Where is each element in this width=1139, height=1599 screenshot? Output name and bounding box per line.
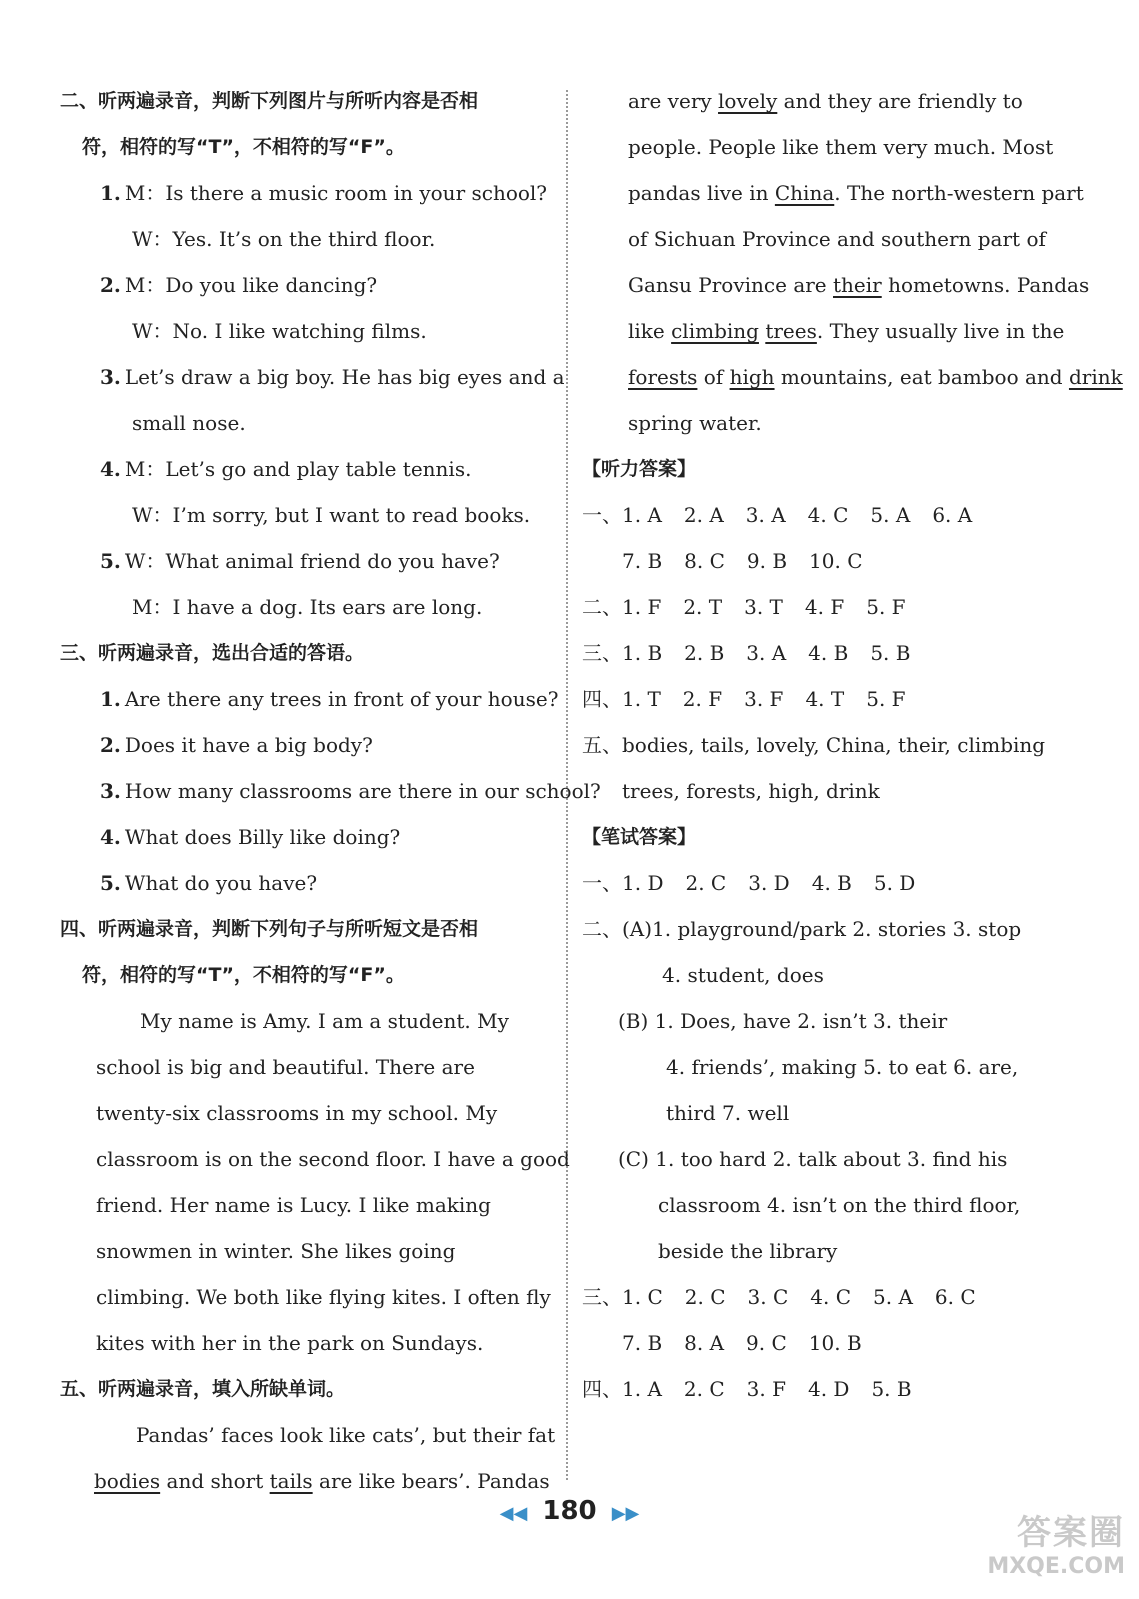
answer-item: 1. B bbox=[622, 641, 663, 665]
r-passage-line-5: Gansu Province are their hometowns. Pandas bbox=[628, 273, 1090, 297]
page-footer bbox=[0, 1496, 1139, 1526]
answer-item: 5. F bbox=[866, 595, 906, 619]
answer-item: 7. B bbox=[622, 549, 663, 573]
section-4-title-line1: 四、听两遍录音，判断下列句子与所听短文是否相 bbox=[60, 918, 479, 940]
s2-item-1: 1. M：Is there a music room in your school? bbox=[100, 181, 548, 205]
answer-item: 9. B bbox=[746, 549, 788, 573]
s5-passage-line-1: Pandas’ faces look like cats’, but their fat bbox=[136, 1423, 556, 1447]
write-answers-2a: 二、(A)1. playground/park 2. stories 3. stop bbox=[582, 917, 1022, 941]
s4-passage-line-5: friend. Her name is Lucy. I like making bbox=[96, 1193, 491, 1217]
s2-item-2-reply: W：No. I like watching films. bbox=[132, 319, 427, 343]
write-answers-2e: third 7. well bbox=[666, 1101, 790, 1125]
write-answers-2g: classroom 4. isn’t on the third floor, bbox=[658, 1193, 1021, 1217]
section-5-title: 五、听两遍录音，填入所缺单词。 bbox=[60, 1378, 346, 1400]
write-answers-1: 一、1. D 2. C 3. D 4. B 5. D bbox=[582, 871, 916, 895]
write-answers-3: 三、1. C 2. C 3. C 4. C 5. A 6. C bbox=[582, 1285, 976, 1309]
r-passage-line-7: forests of high mountains, eat bamboo and drink bbox=[628, 365, 1123, 389]
left-column bbox=[60, 78, 601, 1504]
write-answers-2b: 4. student, does bbox=[662, 963, 824, 987]
s4-passage-line-6: snowmen in winter. She likes going bbox=[96, 1239, 456, 1263]
write-answers-2c: (B) 1. Does, have 2. isn’t 3. their bbox=[618, 1009, 948, 1033]
s2-item-2: 2. M：Do you like dancing? bbox=[100, 273, 378, 297]
listen-answers-3: 三、1. B 2. B 3. A 4. B 5. B bbox=[582, 641, 911, 665]
s4-passage-line-7: climbing. We both like flying kites. I often fly bbox=[96, 1285, 551, 1309]
answer-item: 3. F bbox=[746, 1377, 786, 1401]
answer-item: 4. B bbox=[811, 871, 852, 895]
section-3-title: 三、听两遍录音，选出合适的答语。 bbox=[60, 642, 365, 664]
watermark-top: 答案圈 bbox=[1017, 1513, 1125, 1553]
page-number: 180 bbox=[542, 1496, 597, 1526]
s3-item-3: 3. How many classrooms are there in our school? bbox=[100, 779, 601, 803]
answer-item: 3. C bbox=[747, 1285, 789, 1309]
answer-item: 3. A bbox=[745, 503, 786, 527]
s2-item-3: 3. Let’s draw a big boy. He has big eyes and a bbox=[100, 365, 565, 389]
answer-item: 10. B bbox=[808, 1331, 862, 1355]
listen-answers-1: 一、1. A 2. A 3. A 4. C 5. A 6. A bbox=[582, 503, 973, 527]
answer-item: 3. A bbox=[746, 641, 787, 665]
answer-item: 3. D bbox=[748, 871, 790, 895]
answer-item: 5. B bbox=[870, 641, 911, 665]
answer-item: 2. B bbox=[684, 641, 725, 665]
s3-item-5: 5. What do you have? bbox=[100, 871, 318, 895]
s4-passage-line-2: school is big and beautiful. There are bbox=[96, 1055, 475, 1079]
answer-item: 2. F bbox=[682, 687, 723, 711]
answer-item: 8. A bbox=[684, 1331, 725, 1355]
answer-item: 2. C bbox=[685, 871, 727, 895]
answer-item: 2. T bbox=[683, 595, 723, 619]
section-4-title-line2: 符，相符的写“T”，不相符的写“F”。 bbox=[82, 964, 405, 986]
answer-item: 1. T bbox=[622, 687, 661, 711]
s2-item-1-reply: W：Yes. It’s on the third floor. bbox=[132, 227, 436, 251]
answer-item: 1. C bbox=[622, 1285, 663, 1309]
right-column bbox=[582, 78, 1123, 1412]
write-answers-2h: beside the library bbox=[658, 1239, 838, 1263]
answer-item: 6. C bbox=[934, 1285, 976, 1309]
answer-item: 10. C bbox=[809, 549, 863, 573]
s3-item-2: 2. Does it have a big body? bbox=[100, 733, 373, 757]
s2-item-4: 4. M：Let’s go and play table tennis. bbox=[100, 457, 472, 481]
answer-item: 1. A bbox=[622, 1377, 662, 1401]
s4-passage-line-3: twenty-six classrooms in my school. My bbox=[96, 1101, 498, 1125]
answer-item: 7. B bbox=[622, 1331, 663, 1355]
s3-item-4: 4. What does Billy like doing? bbox=[100, 825, 401, 849]
answer-item: 4. C bbox=[810, 1285, 851, 1309]
s5-passage-line-2: bodies and short tails are like bears’. Pandas bbox=[94, 1469, 550, 1493]
r-passage-line-8: spring water. bbox=[628, 411, 762, 435]
answer-item: 3. F bbox=[744, 687, 784, 711]
answer-item: 4. F bbox=[804, 595, 845, 619]
answer-item: 2. C bbox=[683, 1377, 725, 1401]
section-2-title-line1: 二、听两遍录音，判断下列图片与所听内容是否相 bbox=[60, 90, 479, 112]
s4-passage-line-4: classroom is on the second floor. I have a good bbox=[96, 1147, 570, 1171]
listen-answers-1b bbox=[582, 538, 1072, 584]
watermark-bottom: MXQE.COM bbox=[987, 1554, 1125, 1579]
listen-answers-5: 五、bodies, tails, lovely, China, their, climbing bbox=[582, 733, 1046, 757]
answer-item: 1. A bbox=[622, 503, 662, 527]
answer-item: 4. T bbox=[805, 687, 845, 711]
section-2-title-line2: 符，相符的写“T”，不相符的写“F”。 bbox=[82, 136, 405, 158]
s2-item-4-reply: W：I’m sorry, but I want to read books. bbox=[132, 503, 531, 527]
write-answers-2d: 4. friends’, making 5. to eat 6. are, bbox=[666, 1055, 1019, 1079]
answer-item: 4. C bbox=[807, 503, 849, 527]
watermark-logo bbox=[987, 1505, 1125, 1579]
answer-item: 5. A bbox=[870, 503, 911, 527]
s2-item-5-reply: M：I have a dog. Its ears are long. bbox=[132, 595, 483, 619]
answer-item: 2. A bbox=[683, 503, 724, 527]
answer-item: 1. F bbox=[622, 595, 662, 619]
answer-item: 4. D bbox=[807, 1377, 850, 1401]
listening-answers-heading: 【听力答案】 bbox=[582, 458, 697, 480]
r-passage-line-2: people. People like them very much. Most bbox=[628, 135, 1054, 159]
answer-item: 2. C bbox=[684, 1285, 726, 1309]
s4-passage-line-1: My name is Amy. I am a student. My bbox=[140, 1009, 509, 1033]
answer-item: 1. D bbox=[622, 871, 664, 895]
r-passage-line-6: like climbing trees. They usually live in the bbox=[628, 319, 1065, 343]
listen-answers-2: 二、1. F 2. T 3. T 4. F 5. F bbox=[582, 595, 906, 619]
answer-item: 5. B bbox=[871, 1377, 912, 1401]
answer-item: 3. T bbox=[744, 595, 783, 619]
answer-item: 5. F bbox=[866, 687, 906, 711]
listen-answers-4: 四、1. T 2. F 3. F 4. T 5. F bbox=[582, 687, 906, 711]
answer-item: 6. A bbox=[932, 503, 973, 527]
s4-passage-line-8: kites with her in the park on Sundays. bbox=[96, 1331, 484, 1355]
write-answers-3b bbox=[582, 1320, 1072, 1366]
answer-item: 5. A bbox=[873, 1285, 913, 1309]
r-passage-line-1: are very lovely and they are friendly to bbox=[628, 89, 1023, 113]
answer-item: 9. C bbox=[746, 1331, 787, 1355]
listen-answers-5b: trees, forests, high, drink bbox=[622, 779, 880, 803]
answer-item: 8. C bbox=[684, 549, 725, 573]
s2-item-5: 5. W：What animal friend do you have? bbox=[100, 549, 500, 573]
next-page-arrows-icon[interactable]: ▶▶ bbox=[611, 1503, 640, 1524]
write-answers-2f: (C) 1. too hard 2. talk about 3. find his bbox=[618, 1147, 1008, 1171]
written-answers-heading: 【笔试答案】 bbox=[582, 826, 697, 848]
s3-item-1: 1. Are there any trees in front of your house? bbox=[100, 687, 559, 711]
write-answers-4: 四、1. A 2. C 3. F 4. D 5. B bbox=[582, 1377, 912, 1401]
answer-item: 5. D bbox=[873, 871, 916, 895]
answer-item: 4. B bbox=[808, 641, 849, 665]
prev-page-arrows-icon[interactable]: ◀◀ bbox=[499, 1503, 528, 1524]
r-passage-line-3: pandas live in China. The north-western part bbox=[628, 181, 1084, 205]
r-passage-line-4: of Sichuan Province and southern part of bbox=[628, 227, 1046, 251]
s2-item-3-cont: small nose. bbox=[132, 411, 246, 435]
